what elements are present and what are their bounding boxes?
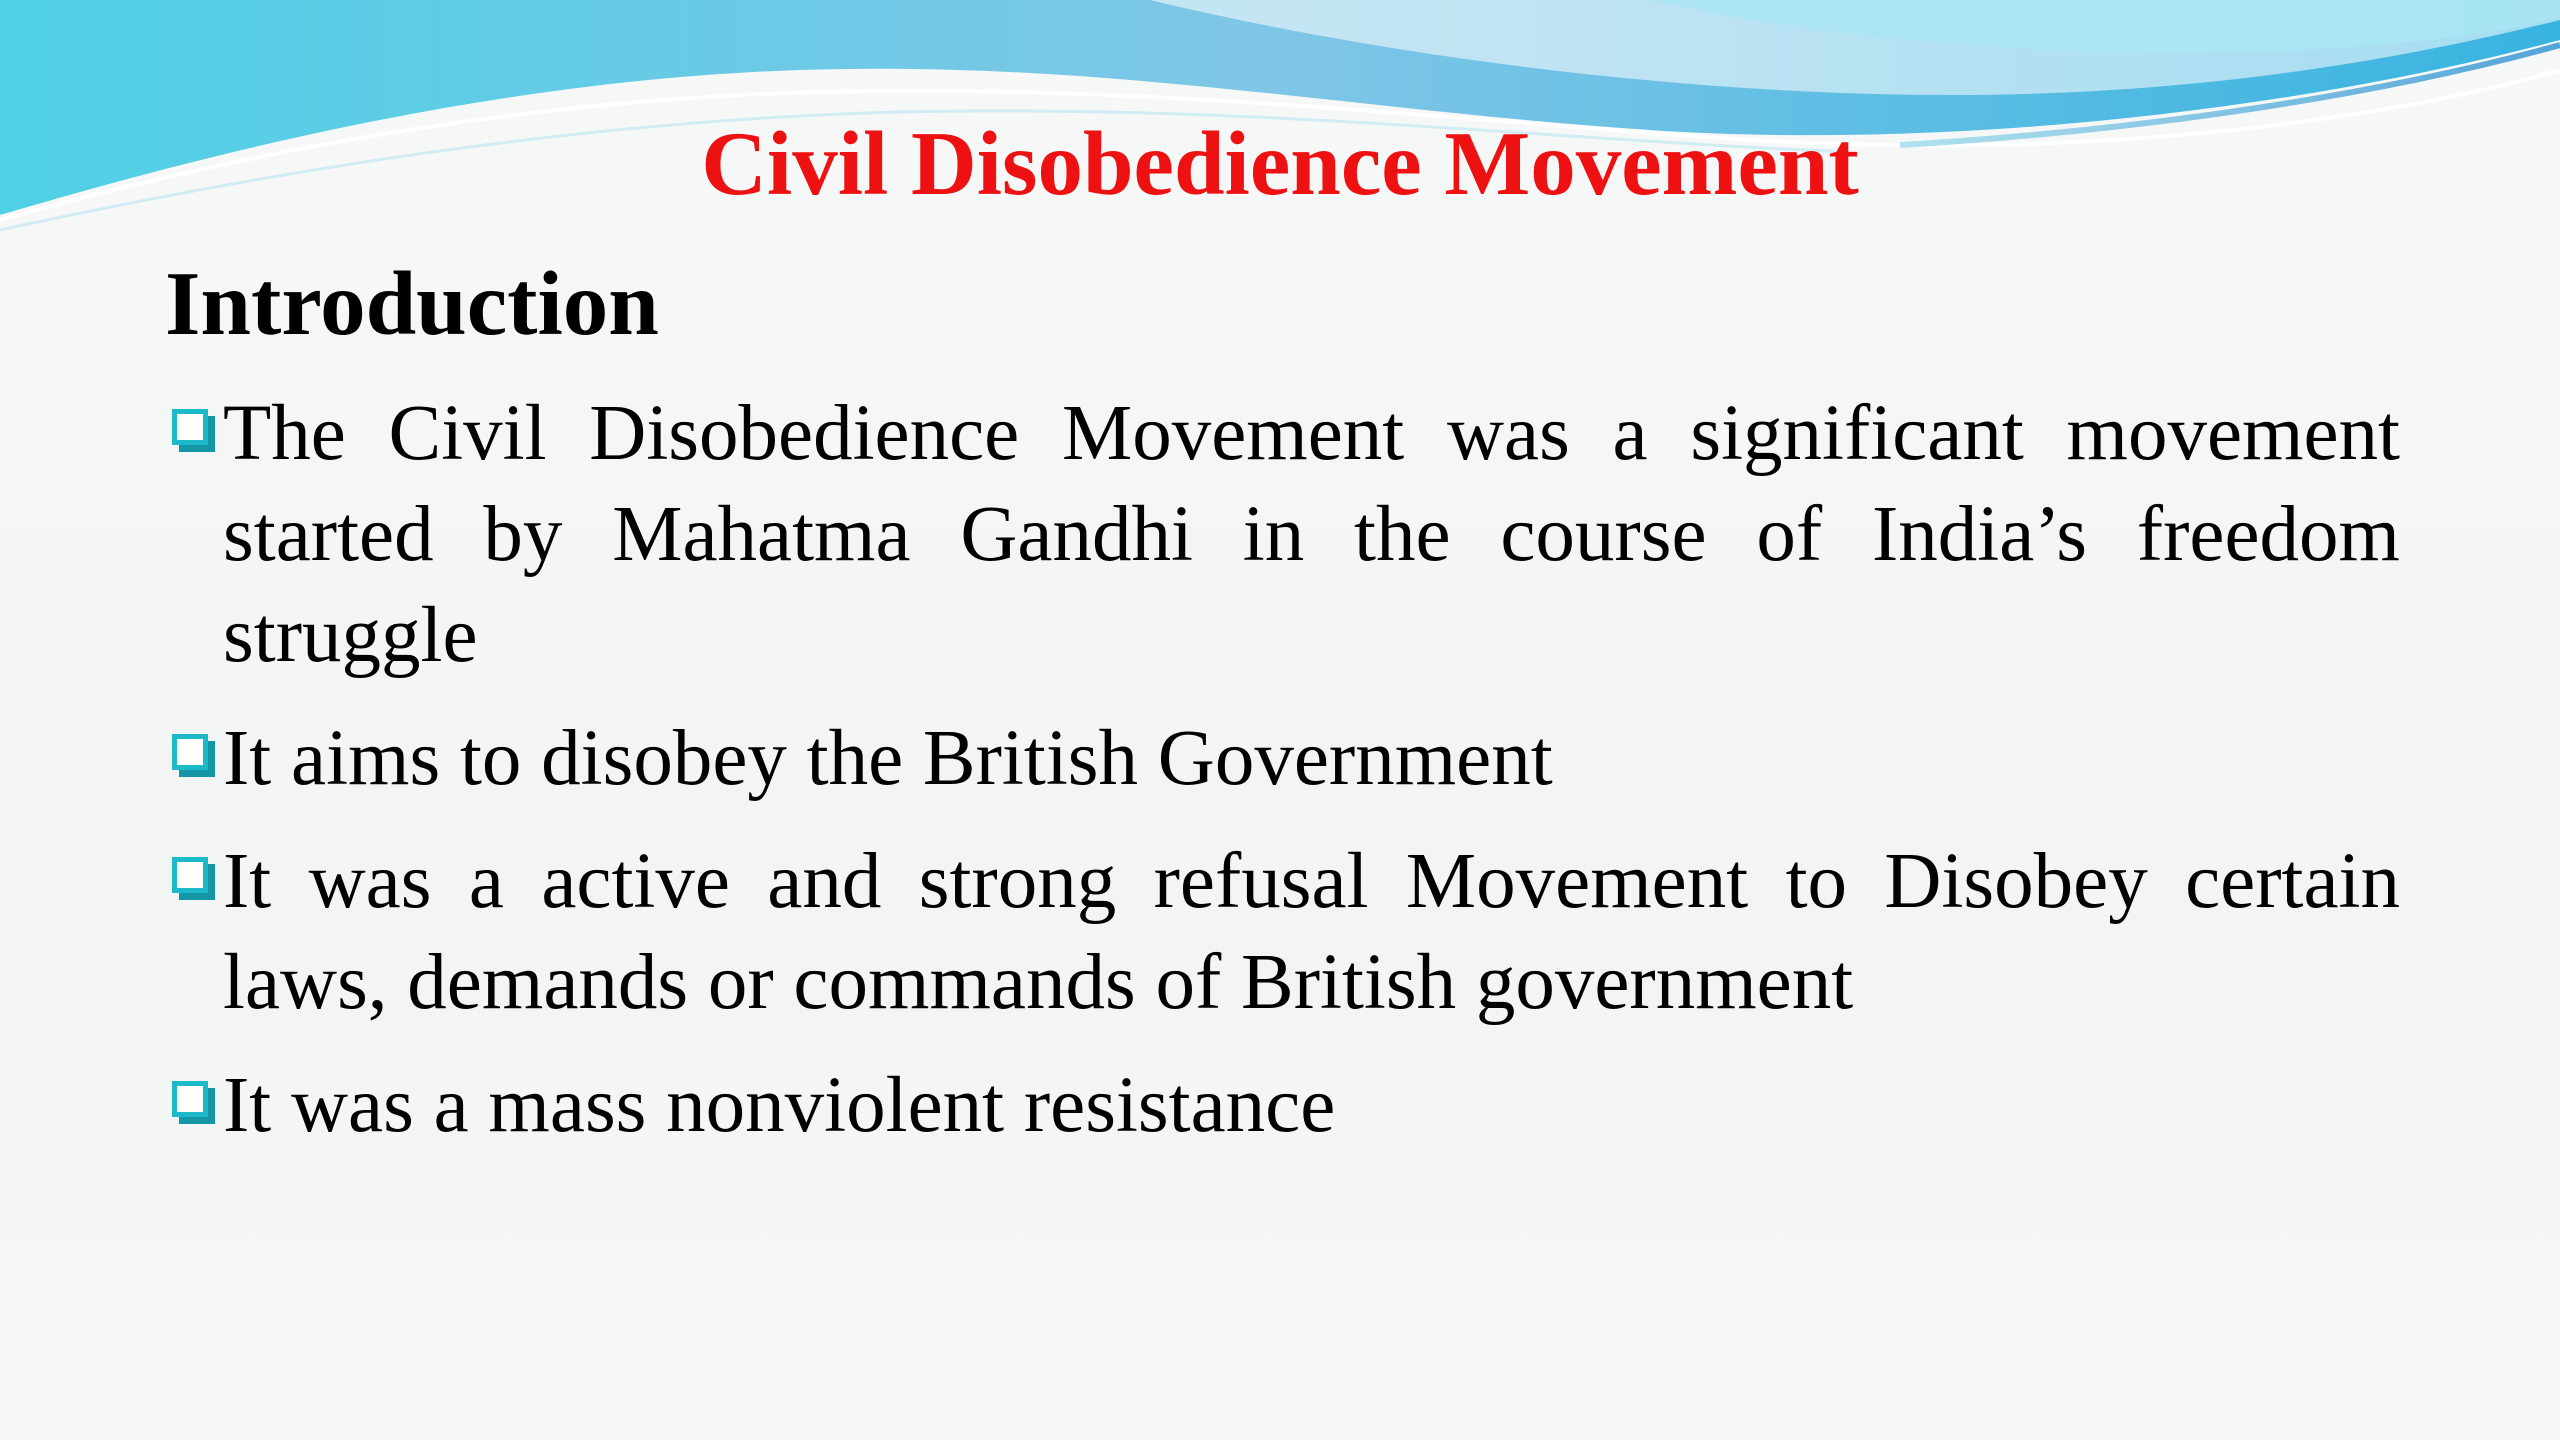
bullet-item bbox=[165, 1055, 2400, 1156]
bullet-item bbox=[165, 831, 2400, 1033]
square-bullet-icon bbox=[172, 857, 208, 893]
bullet-text: The Civil Disobedience Movement was a significant movement started by Mahatma Gandhi in the course of India’s freedom struggle bbox=[223, 390, 2400, 679]
section-heading: Introduction bbox=[165, 253, 659, 354]
bullet-text: It aims to disobey the British Government bbox=[223, 715, 1553, 802]
bullet-text: It was a active and strong refusal Movement to Disobey certain laws, demands or commands of British government bbox=[223, 838, 2400, 1026]
bullet-item bbox=[165, 708, 2400, 809]
slide-title: Civil Disobedience Movement bbox=[701, 113, 1859, 214]
square-bullet-icon bbox=[172, 1081, 208, 1117]
square-bullet-icon bbox=[172, 409, 208, 445]
bullet-text: It was a mass nonviolent resistance bbox=[223, 1062, 1336, 1149]
square-bullet-icon bbox=[172, 734, 208, 770]
bullet-item bbox=[165, 383, 2400, 686]
bullet-list bbox=[165, 383, 2400, 1178]
